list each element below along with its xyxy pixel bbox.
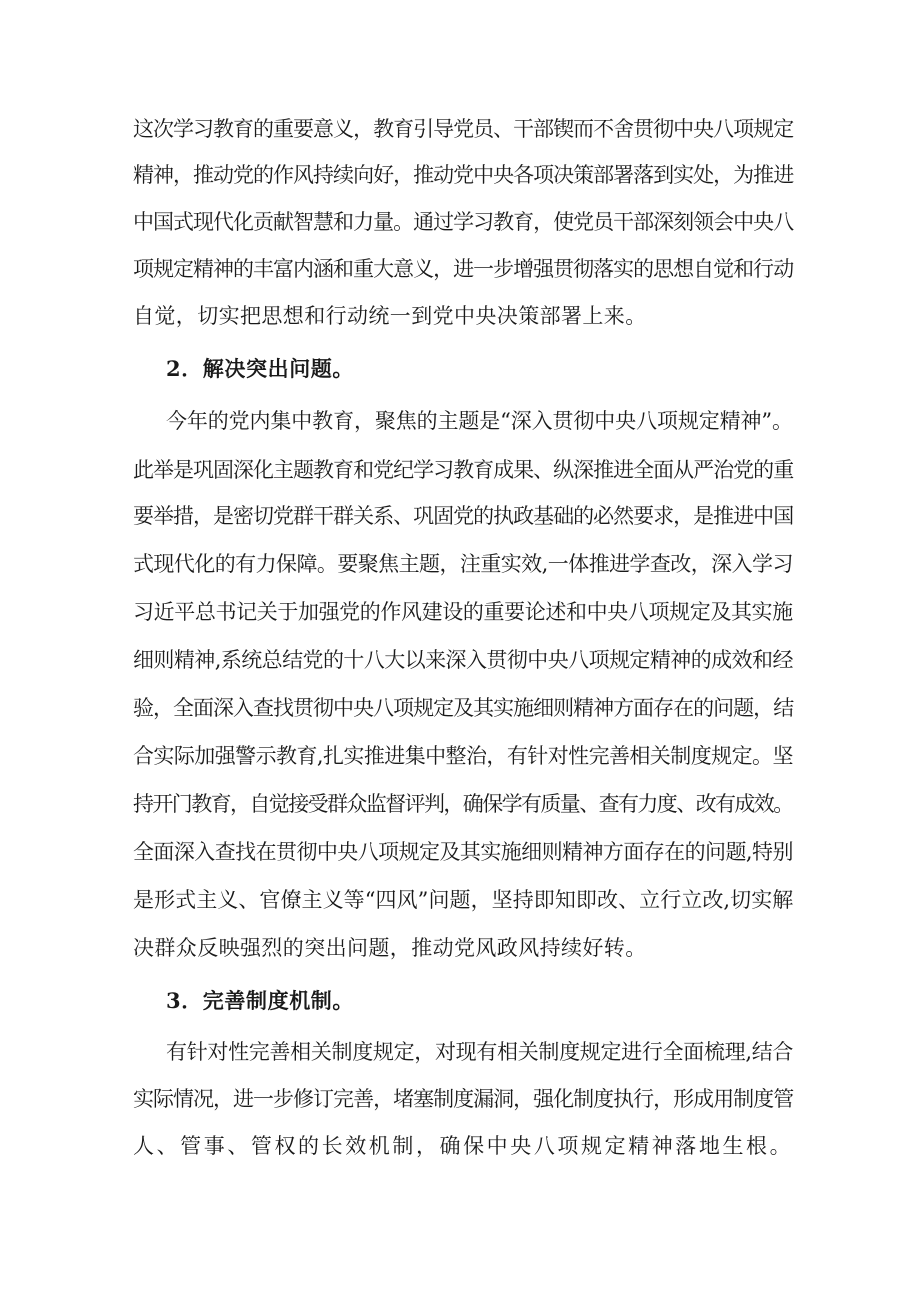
paragraph-line: 要举措，是密切党群干群关系、巩固党的执政基础的必然要求，是推进中国	[133, 504, 794, 528]
paragraph-line: 中国式现代化贡献智慧和力量。通过学习教育，使党员干部深刻领会中央八	[133, 210, 794, 234]
paragraph-line: 全面深入查找在贯彻中央八项规定及其实施细则精神方面存在的问题,特别	[133, 840, 793, 864]
paragraph-line: 习近平总书记关于加强党的作风建设的重要论述和中央八项规定及其实施	[133, 600, 793, 624]
paragraph-line: 持开门教育，自觉接受群众监督评判，确保学有质量、查有力度、改有成效。	[133, 792, 793, 816]
paragraph-line: 有针对性完善相关制度规定，对现有相关制度规定进行全面梳理,结合	[166, 1040, 794, 1064]
paragraph-line: 合实际加强警示教育,扎实推进集中整治，有针对性完善相关制度规定。坚	[133, 744, 793, 768]
paragraph-line: 自觉，切实把思想和行动统一到党中央决策部署上来。	[133, 304, 647, 328]
paragraph-line: 式现代化的有力保障。要聚焦主题，注重实效,一体推进学查改，深入学习	[133, 552, 793, 576]
paragraph-line: 人、管事、管权的长效机制，确保中央八项规定精神落地生根。	[133, 1134, 794, 1158]
paragraph-line: 今年的党内集中教育，聚焦的主题是“深入贯彻中央八项规定精神”。	[166, 409, 793, 433]
paragraph-line: 是形式主义、官僚主义等“四风”问题，坚持即知即改、立行立改,切实解	[133, 888, 794, 912]
section-heading-2: 2．解决突出问题。	[166, 356, 355, 381]
paragraph-line: 此举是巩固深化主题教育和党纪学习教育成果、纵深推进全面从严治党的重	[133, 458, 794, 482]
paragraph-line: 项规定精神的丰富内涵和重大意义，进一步增强贯彻落实的思想自觉和行动	[133, 257, 794, 281]
paragraph-line: 这次学习教育的重要意义，教育引导党员、干部锲而不舍贯彻中央八项规定	[133, 117, 794, 141]
paragraph-line: 决群众反映强烈的突出问题，推动党风政风持续好转。	[133, 936, 647, 960]
paragraph-line: 精神，推动党的作风持续向好，推动党中央各项决策部署落到实处，为推进	[133, 163, 794, 187]
paragraph-line: 验，全面深入查找贯彻中央八项规定及其实施细则精神方面存在的问题，结	[133, 696, 794, 720]
section-heading-3: 3．完善制度机制。	[166, 988, 355, 1013]
paragraph-line: 实际情况，进一步修订完善，堵塞制度漏洞，强化制度执行，形成用制度管	[133, 1087, 794, 1111]
paragraph-line: 细则精神,系统总结党的十八大以来深入贯彻中央八项规定精神的成效和经	[133, 648, 793, 672]
